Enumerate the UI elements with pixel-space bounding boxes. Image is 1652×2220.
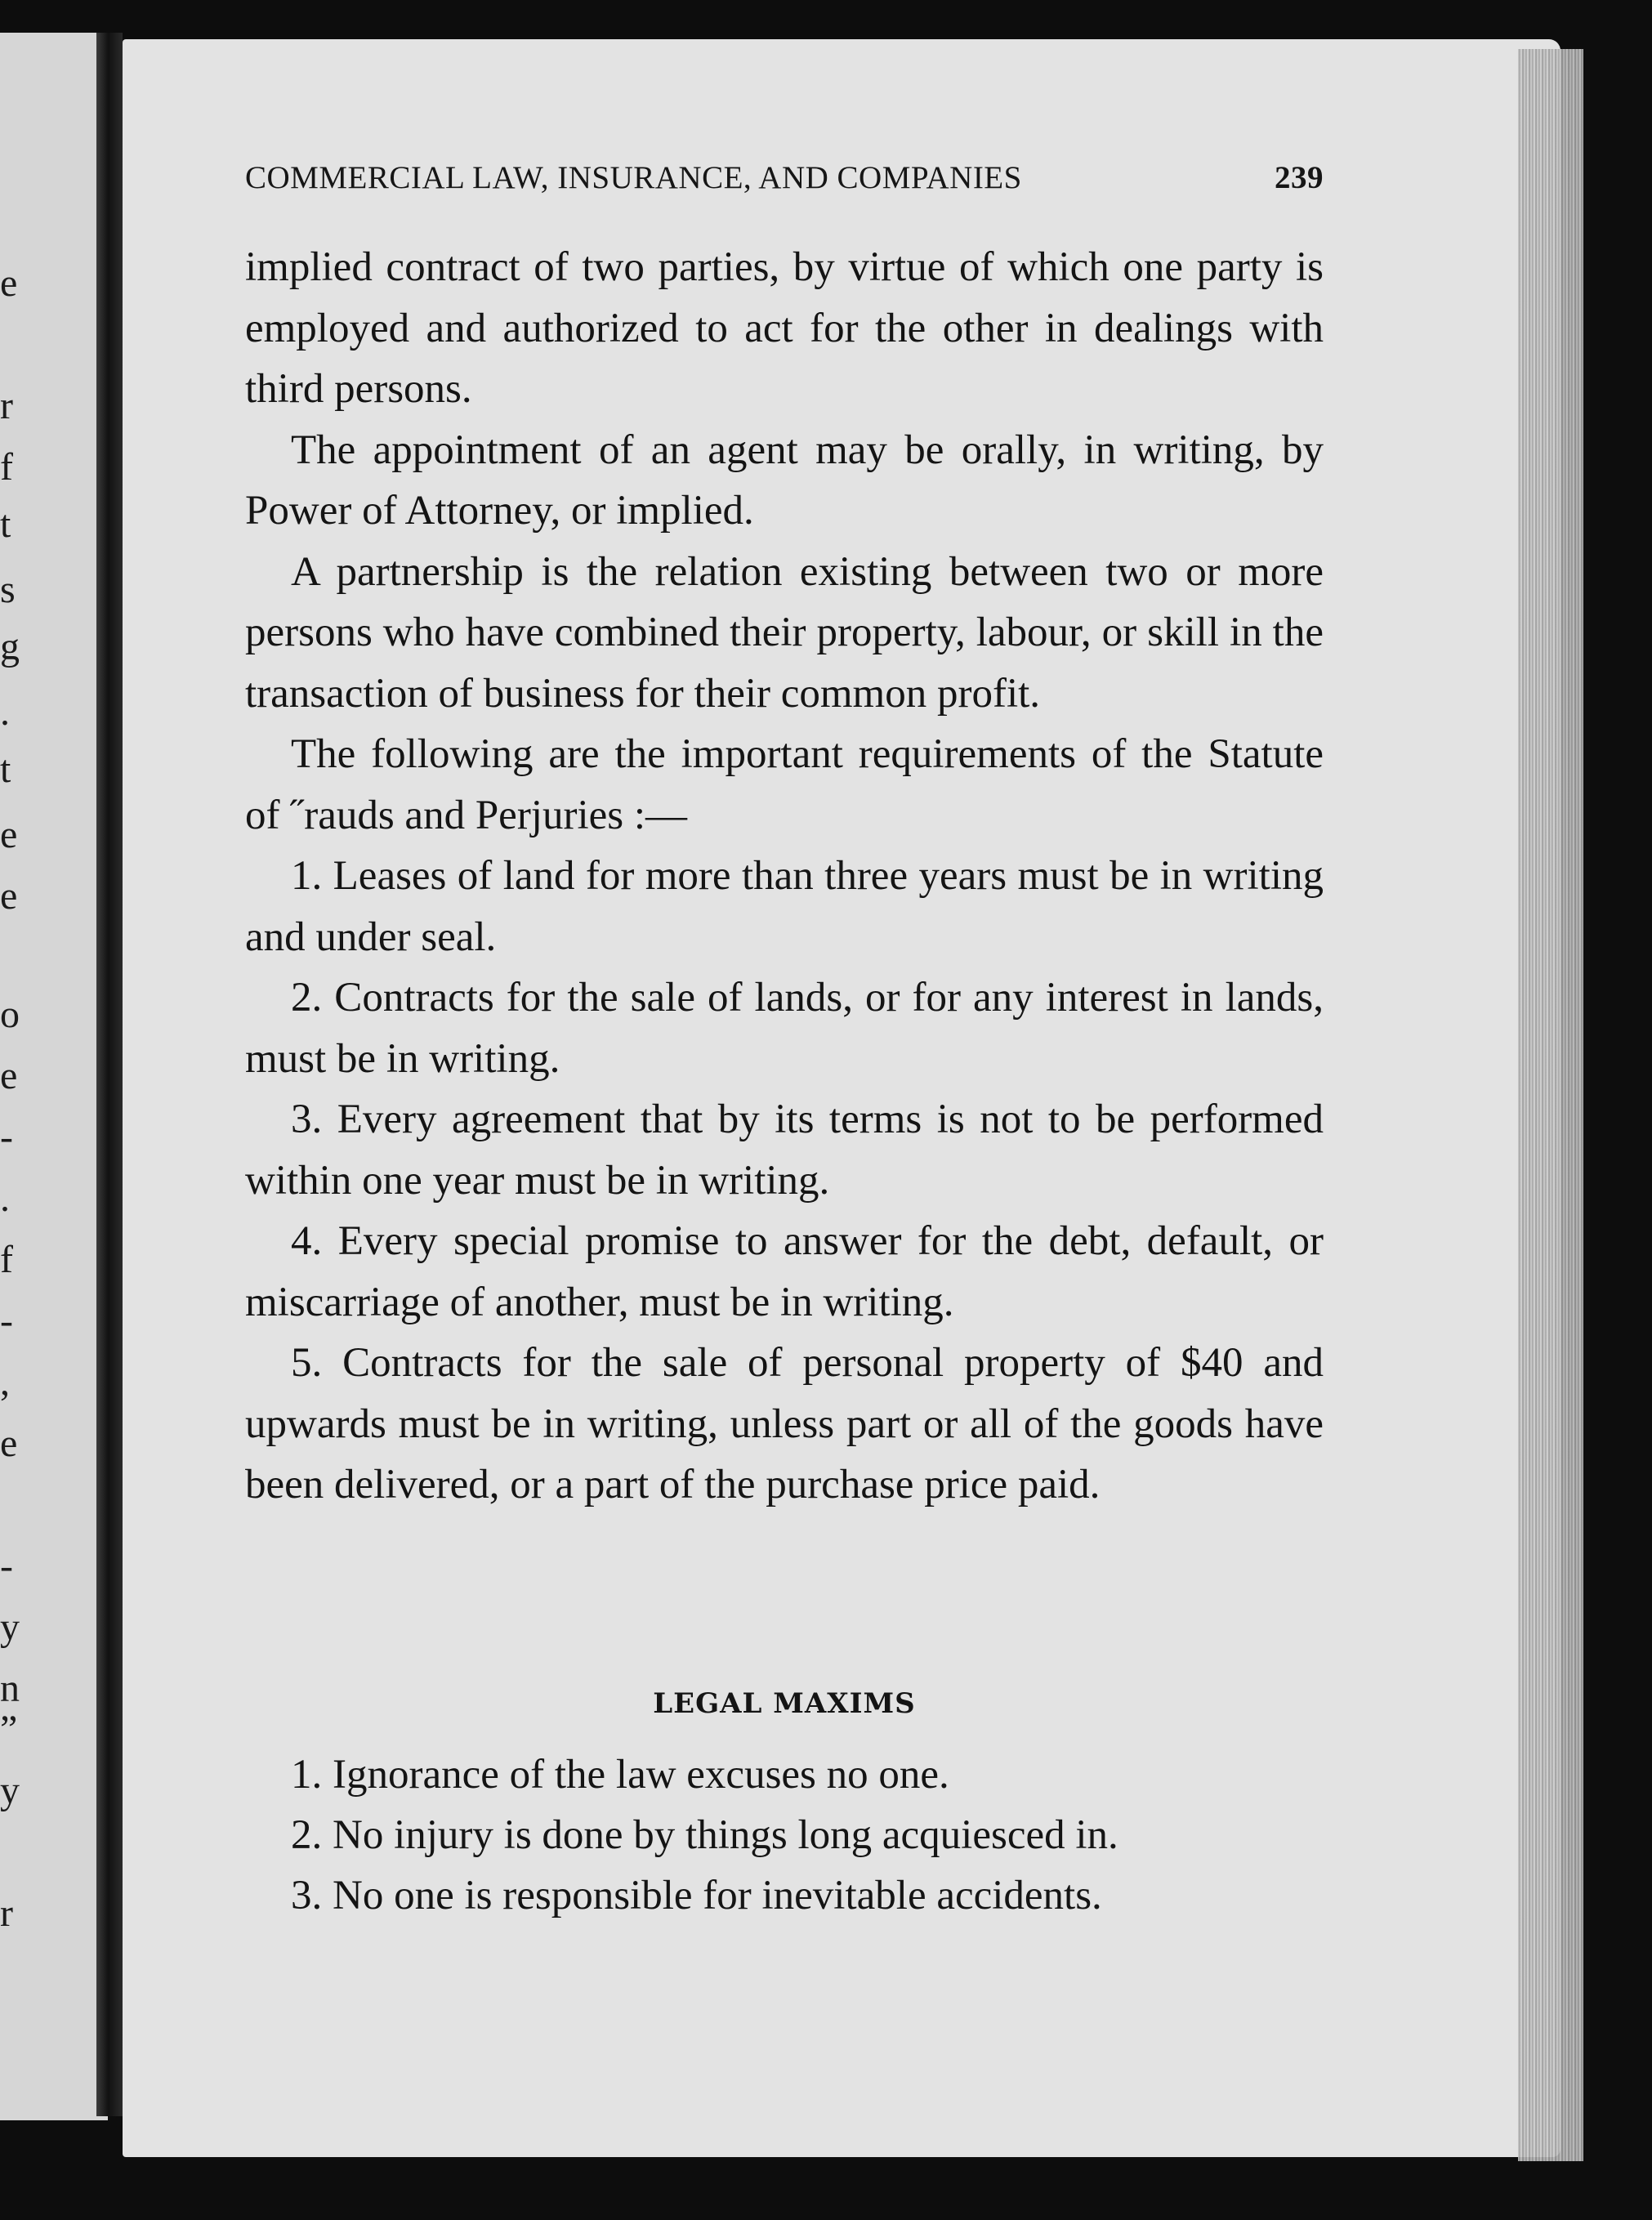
left-page-char: ,	[0, 1360, 10, 1404]
left-page-margin-characters	[0, 33, 33, 2120]
left-page-char: n	[0, 1667, 20, 1710]
running-head	[245, 159, 1324, 202]
section-heading: LEGAL MAXIMS	[653, 1687, 916, 1720]
statute-requirement: 5. Contracts for the sale of personal property of $40 and upwards must be in writing, unless part or all of the goods have been delivered, or a part of the purchase price paid.	[245, 1340, 1324, 1508]
left-page-char: y	[0, 1769, 20, 1812]
statute-requirement: 4. Every special promise to answer for the debt, default, or miscarriage of another, must be in writing.	[245, 1218, 1324, 1325]
maxims-list	[245, 1744, 1324, 1926]
page-edges	[1518, 49, 1583, 2161]
left-page-char: t	[0, 748, 11, 791]
left-page-char: e	[0, 1422, 18, 1465]
left-page-char: o	[0, 993, 20, 1036]
left-page-char: e	[0, 813, 18, 856]
left-page-char: -	[0, 1115, 13, 1159]
paragraph: The appointment of an agent may be orally, in writing, by Power of Attorney, or implied.	[245, 427, 1324, 534]
left-page-char: f	[0, 1238, 13, 1281]
paragraph: The following are the important requirements of the Statute of ˝rauds and Perjuries :—	[245, 731, 1324, 838]
list-item: 3. No one is responsible for inevitable accidents.	[291, 1873, 1102, 1918]
left-page-char: e	[0, 1054, 18, 1097]
left-page-char: e	[0, 261, 18, 305]
left-page-char: .	[0, 1177, 10, 1220]
left-page-char: s	[0, 568, 16, 611]
paragraph: A partnership is the relation existing between two or more persons who have combined their property, labour, or skill in the transaction of business for their common profit.	[245, 548, 1324, 717]
book-gutter	[96, 33, 123, 2116]
left-page-char: e	[0, 874, 18, 918]
list-item: 1. Ignorance of the law excuses no one.	[291, 1752, 949, 1798]
left-page-char: y	[0, 1606, 20, 1649]
left-page-char: f	[0, 445, 13, 489]
left-page-char: -	[0, 1299, 13, 1342]
page-number: 239	[1275, 160, 1324, 195]
left-page-char: t	[0, 503, 11, 546]
statute-requirement: 3. Every agreement that by its terms is not to be performed within one year must be in writing.	[245, 1097, 1324, 1204]
statute-requirement: 2. Contracts for the sale of lands, or for any interest in lands, must be in writing.	[245, 975, 1324, 1082]
statute-requirement: 1. Leases of land for more than three years must be in writing and under seal.	[245, 853, 1324, 960]
left-page-char: g	[0, 625, 20, 668]
running-head-title: COMMERCIAL LAW, INSURANCE, AND COMPANIES	[245, 160, 1022, 195]
list-item: 2. No injury is done by things long acquiesced in.	[291, 1812, 1118, 1858]
left-page-char: r	[0, 1892, 13, 1935]
paragraph: implied contract of two parties, by virtue of which one party is employed and authorized to act for the other in dealings with third persons.	[245, 244, 1324, 412]
body-text	[245, 237, 1324, 1516]
left-page-char: -	[0, 1544, 13, 1588]
left-page-char: .	[0, 690, 10, 734]
left-page-char: r	[0, 384, 13, 427]
left-page-char: ”	[0, 1708, 18, 1751]
left-page-fragment	[0, 33, 108, 2120]
